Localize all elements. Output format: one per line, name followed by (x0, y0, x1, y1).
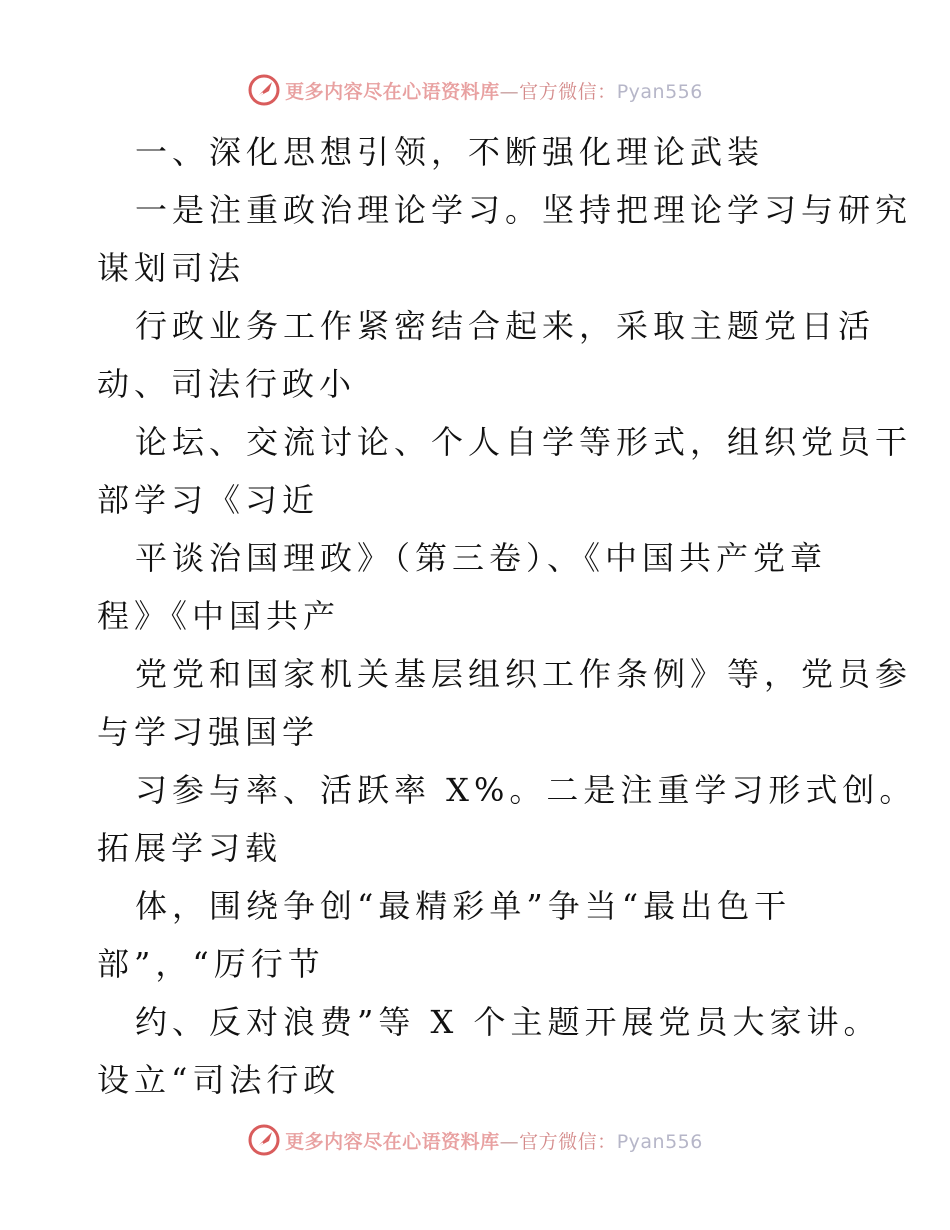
text-line: 约、反对浪费”等 X 个主题开展党员大家讲。 (135, 1003, 881, 1041)
text-line: 部”，“厉行节 (97, 945, 325, 983)
text-line: 程》《中国共产 (97, 597, 341, 635)
text-line: 平谈治国理政》（第三卷）、《中国共产党章 (135, 539, 828, 577)
text-line: 论坛、交流讨论、个人自学等形式，组织党员干 (135, 423, 913, 461)
document-body (97, 123, 917, 1109)
watermark-header (0, 70, 950, 110)
text-line: 设立“司法行政 (97, 1061, 341, 1099)
text-line: 一是注重政治理论学习。坚持把理论学习与研究 (135, 191, 913, 229)
text-line: 拓展学习载 (97, 829, 283, 867)
text-line: 谋划司法 (97, 249, 246, 287)
text-line: 部学习《习近 (97, 481, 320, 519)
section-heading: 一、深化思想引领，不断强化理论武装 (135, 133, 765, 171)
quill-logo-icon (247, 73, 281, 107)
text-line: 习参与率、活跃率 X%。二是注重学习形式创。 (135, 771, 917, 809)
text-line: 行政业务工作紧密结合起来，采取主题党日活 (135, 307, 876, 345)
text-line: 党党和国家机关基层组织工作条例》等，党员参 (135, 655, 913, 693)
text-line: 体，围绕争创“最精彩单”争当“最出色干 (135, 887, 792, 925)
quill-logo-icon (247, 1123, 281, 1157)
watermark-text: 更多内容尽在心语资料库—官方微信：Pyan556 (285, 80, 703, 103)
text-line: 动、司法行政小 (97, 365, 357, 403)
watermark-text: 更多内容尽在心语资料库—官方微信：Pyan556 (285, 1130, 703, 1153)
text-line: 与学习强国学 (97, 713, 320, 751)
watermark-footer (0, 1120, 950, 1160)
